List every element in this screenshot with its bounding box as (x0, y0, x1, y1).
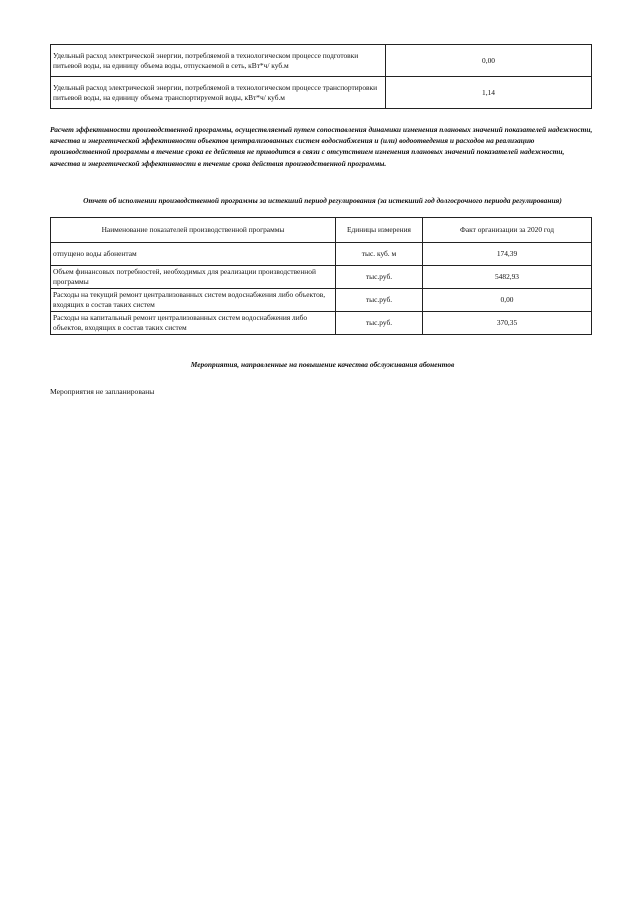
table-row (51, 243, 592, 266)
header-unit: Единицы измерения (336, 218, 423, 243)
row-value: 0,00 (423, 289, 592, 312)
measures-section-title: Мероприятия, направленные на повышение качества обслуживания абонентов (190, 360, 455, 369)
table-row (51, 312, 592, 335)
indicator-value-cell: 0,00 (386, 45, 592, 77)
program-report-table (50, 217, 592, 335)
header-fact-value: Факт организации за 2020 год (423, 218, 592, 243)
indicator-name-cell: Удельный расход электрической энергии, потребляемой в технологическом процессе транспортировки питьевой воды, на единицу объема транспортируемой воды, кВт*ч/ куб.м (51, 77, 386, 109)
row-name: Расходы на текущий ремонт централизованных систем водоснабжения либо объектов, входящих в состав таких систем (51, 289, 336, 312)
table-row (51, 77, 592, 109)
row-unit: тыс.руб. (336, 289, 423, 312)
row-value: 370,35 (423, 312, 592, 335)
table-row (51, 45, 592, 77)
measures-text: Мероприятия не запланированы (50, 387, 155, 396)
table-row (51, 266, 592, 289)
table-header-row (51, 218, 592, 243)
row-value: 5482,93 (423, 266, 592, 289)
row-name: Расходы на капитальный ремонт централизованных систем водоснабжения либо объектов, входящих в состав таких систем (51, 312, 336, 335)
row-name: отпущено воды абонентам (51, 243, 336, 266)
table-row (51, 289, 592, 312)
header-indicator-name: Наименование показателей производственной программы (51, 218, 336, 243)
row-unit: тыс. куб. м (336, 243, 423, 266)
row-unit: тыс.руб. (336, 312, 423, 335)
row-unit: тыс.руб. (336, 266, 423, 289)
energy-consumption-table (50, 44, 592, 109)
indicator-name-cell: Удельный расход электрической энергии, потребляемой в технологическом процессе подготовки питьевой воды, на единицу объема воды, отпускаемой в сеть, кВт*ч/ куб.м (51, 45, 386, 77)
report-section-title: Отчет об исполнении производственной программы за истекший период регулирования (за истекший год долгосрочного периода регулирования) (83, 196, 562, 205)
row-name: Объем финансовых потребностей, необходимых для реализации производственной программы (51, 266, 336, 289)
row-value: 174,39 (423, 243, 592, 266)
indicator-value-cell: 1,14 (386, 77, 592, 109)
efficiency-note-paragraph: Расчет эффективности производственной программы, осуществляемый путем сопоставления динамики изменения плановых значений показателей надежности, качества и энергетической эффективности объектов централизованных систем водоснабжения и (или) водоотведения и расходов на реализацию производственной программы в течение срока ее действия не приводится в связи с отсутствием изменения плановых значений показателей надежности, качества и энергетической эффективности в течение срока действия производственной программы. (50, 125, 593, 168)
